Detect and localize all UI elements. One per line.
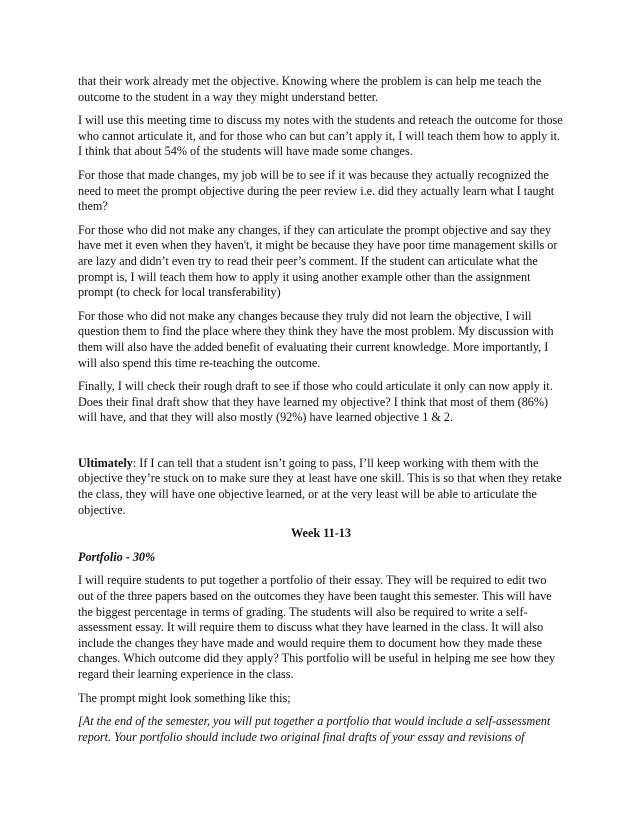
paragraph: that their work already met the objective. Knowing where the problem is can help me teach the outcome to the student in a way they might understand better.: [78, 74, 542, 104]
ultimately-paragraph: [78, 456, 564, 518]
document-page: [78, 74, 564, 745]
portfolio-heading: Portfolio - 30%: [78, 549, 156, 564]
paragraph: I will require students to put together a portfolio of their essay. They will be required to edit two out of the three papers based on the outcomes they have been taught this semester. This will have the biggest percentage in terms of grading. The students will also be required to write a self-assessment essay. It will require them to discuss what they have learned in the class. It will also include the changes they have made and would require them to document how they made these changes. Which outcome did they apply? This portfolio will be useful in helping me see how they regard their learning experience in the class.: [78, 573, 556, 681]
prompt-paragraph: [At the end of the semester, you will put together a portfolio that would include a self-assessment report. Your portfolio should include two original final drafts of your essay and revisions of: [78, 714, 551, 744]
paragraph: For those that made changes, my job will be to see if it was because they actually recognized the need to meet the prompt objective during the peer review i.e. did they actually learn what I taught them?: [78, 167, 555, 214]
ultimately-text: : If I can tell that a student isn’t going to pass, I’ll keep working with them with the objective they’re stuck on to make sure they at least have one skill. This is so that when they retake the class, they will have one objective learned, or at the very least will be able to articulate the objective.: [78, 455, 562, 517]
paragraph: Finally, I will check their rough draft to see if those who could articulate it only can now apply it. Does their final draft show that they have learned my objective? I think that most of them (86%) will have, and that they will also mostly (92%) have learned objective 1 & 2.: [78, 379, 553, 425]
paragraph: I will use this meeting time to discuss my notes with the students and reteach the outcome for those who cannot articulate it, and for those who can but can’t apply it, I will teach them how to apply it. I think that about 54% of the students will have made some changes.: [78, 113, 563, 159]
paragraph: The prompt might look something like this;: [78, 690, 291, 705]
paragraph: For those who did not make any changes because they truly did not learn the objective, I will question them to find the place where they think they have the most problem. My discussion with them will also have the added benefit of evaluating their current knowledge. More importantly, I will also spend this time re-teaching the outcome.: [78, 308, 554, 370]
paragraph: For those who did not make any changes, if they can articulate the prompt objective and say they have met it even when they haven't, it might be because they have poor time management skills or are lazy and didn’t even try to read their peer’s comment. If the student can articulate what the prompt is, I will teach them how to apply it using another example other than the assignment prompt (to check for local transferability): [78, 222, 558, 300]
spacer: [78, 434, 564, 456]
week-heading: Week 11-13: [291, 526, 351, 541]
ultimately-label: Ultimately: [78, 455, 133, 470]
